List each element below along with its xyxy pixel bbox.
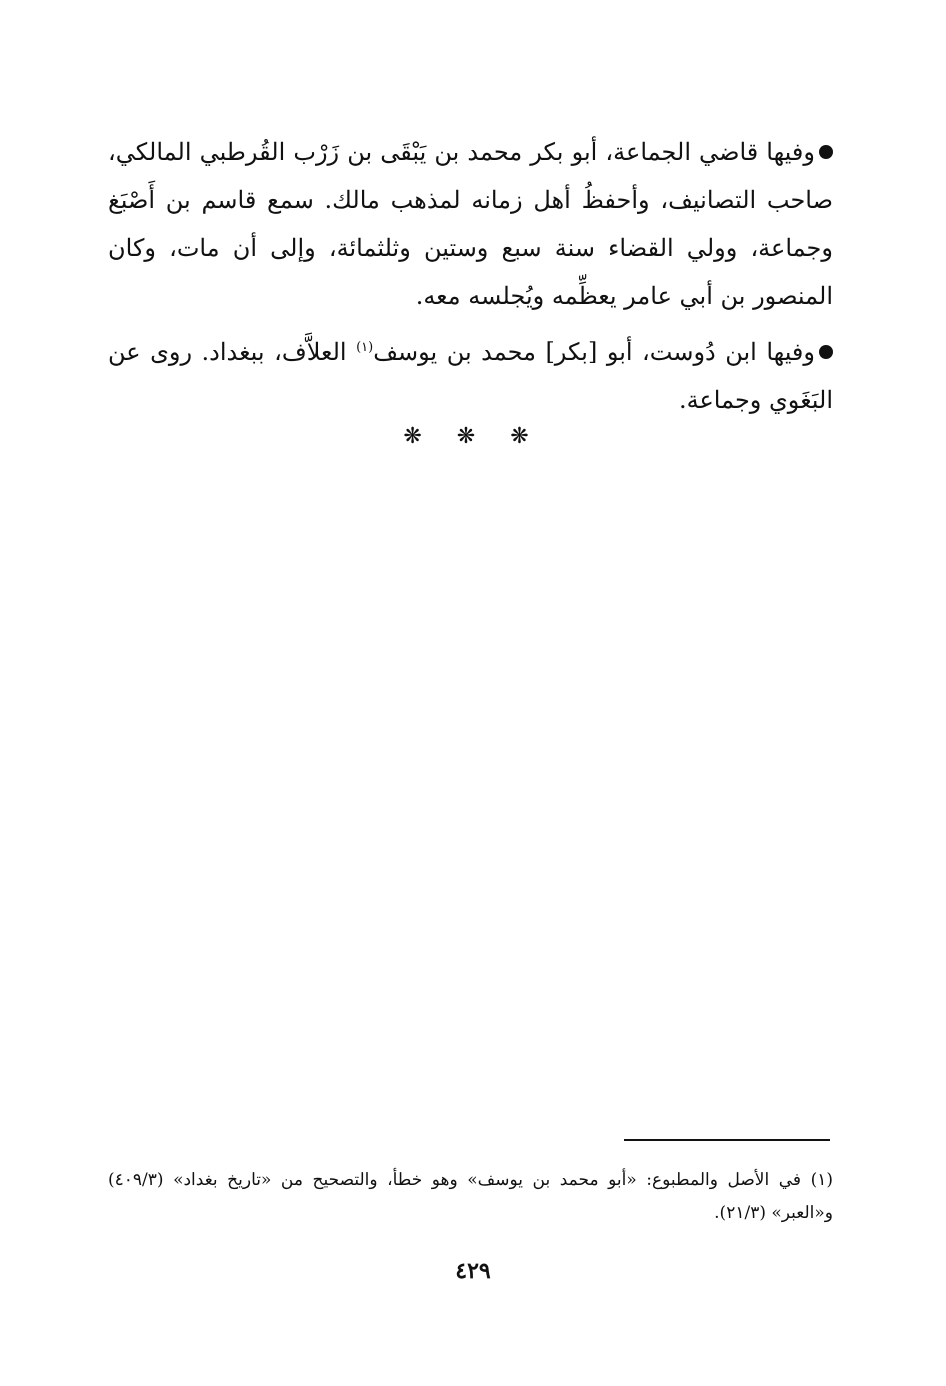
main-text: [108, 128, 833, 424]
page-number: ٤٢٩: [455, 1258, 491, 1284]
footnote-separator-line: [624, 1139, 830, 1141]
footnotes: [108, 1164, 833, 1230]
entry-text: وفيها ابن دُوست، أبو [بكر] محمد بن يوسف: [373, 338, 815, 366]
section-divider-ornament: ❋ ❋ ❋: [403, 424, 543, 449]
bullet-icon: [819, 145, 833, 159]
entry-ibn-dust: [108, 328, 833, 424]
footnote-reference[interactable]: (١): [356, 340, 374, 355]
footnote-1: (١) في الأصل والمطبوع: «أبو محمد بن يوسف» وهو خطأ، والتصحيح من «تاريخ بغداد» (٤٠٩/٣) و«العبر» (٢١/٣).: [108, 1170, 833, 1223]
bullet-icon: [819, 345, 833, 359]
entry-ibn-zarb: [108, 128, 833, 320]
entry-text: وفيها قاضي الجماعة، أبو بكر محمد بن يَبْقَى بن زَرْب القُرطبي المالكي، صاحب التصانيف، وأحفظُ أهل زمانه لمذهب مالك. سمع قاسم بن أَصْبَغ وجماعة، وولي القضاء سنة سبع وستين وثلثمائة، وإلى أن مات، وكان المنصور بن أبي عامر يعظِّمه ويُجلسه معه.: [108, 138, 833, 310]
entry-text-continued: العلاَّف، ببغداد. روى عن البَغَوي وجماعة.: [108, 338, 833, 414]
